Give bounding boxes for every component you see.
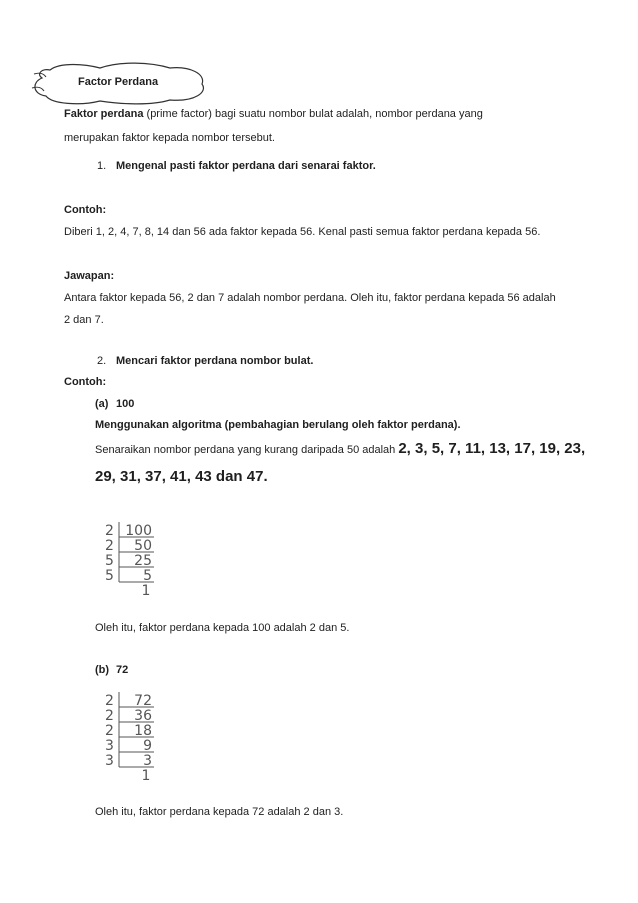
section2-title: Mencari faktor perdana nombor bulat. [116,355,314,367]
part-b-divisor: 2 [105,708,114,724]
part-b-quotient: 18 [134,723,152,739]
part-a-primes-line-1: 2, 3, 5, 7, 11, 13, 17, 19, 23, [398,440,586,457]
part-b-quotient: 36 [134,708,152,724]
section1-number: 1. [97,160,107,172]
section1-jawapan-line-1: Antara faktor kepada 56, 2 dan 7 adalah nombor perdana. Oleh itu, faktor perdana kepada 56 adalah [64,292,556,304]
part-b-divisor: 3 [105,738,114,754]
part-b-divisor: 3 [105,753,114,769]
intro-line-1 [64,108,483,120]
part-a-list-prefix: Senaraikan nombor perdana yang kurang daripada 50 adalah [95,444,399,456]
part-a-prime-list-line-1 [95,440,585,457]
part-b-number: 72 [116,664,129,676]
section1-jawapan-line-2: 2 dan 7. [64,314,104,326]
intro-line-2: merupakan faktor kepada nombor tersebut. [64,132,275,144]
intro-term: Faktor perdana [64,108,144,120]
part-b-divisor: 2 [105,693,114,709]
part-b-quotient: 9 [143,738,152,754]
section1-jawapan-label: Jawapan: [64,270,115,282]
part-b-quotient: 72 [134,693,152,709]
part-a-quotient: 5 [143,568,152,584]
page-title: Factor Perdana [78,76,159,88]
part-b-division-ladder [105,692,165,792]
part-b-conclusion: Oleh itu, faktor perdana kepada 72 adalah 2 dan 3. [95,806,344,818]
part-b-final-quotient: 1 [141,768,151,784]
part-b-quotient: 3 [143,753,152,769]
part-a-conclusion: Oleh itu, faktor perdana kepada 100 adalah 2 dan 5. [95,622,350,634]
section1-contoh-text: Diberi 1, 2, 4, 7, 8, 14 dan 56 ada faktor kepada 56. Kenal pasti semua faktor perdana kepada 56. [64,226,541,238]
part-a-divisor: 5 [105,553,114,569]
part-a-division-ladder [105,522,165,606]
part-a-divisor: 2 [105,538,114,554]
section1-title: Mengenal pasti faktor perdana dari senarai faktor. [116,160,376,172]
part-a-number: 100 [116,398,135,410]
part-a-divisor: 2 [105,523,114,539]
part-b-divisor: 2 [105,723,114,739]
part-a-label: (a) [95,398,109,410]
intro-line-1-rest: (prime factor) bagi suatu nombor bulat adalah, nombor perdana yang [143,108,483,120]
section2-contoh-label: Contoh: [64,376,107,388]
part-a-divisor: 5 [105,568,114,584]
part-a-primes-line-2: 29, 31, 37, 41, 43 dan 47. [95,468,268,485]
part-a-method: Menggunakan algoritma (pembahagian berulang oleh faktor perdana). [95,419,461,431]
part-a-final-quotient: 1 [141,583,151,599]
part-a-quotient: 25 [134,553,152,569]
part-a-quotient: 100 [125,523,152,539]
part-a-quotient: 50 [134,538,152,554]
section1-contoh-label: Contoh: [64,204,107,216]
section2-number: 2. [97,355,107,367]
part-b-label: (b) [95,664,110,676]
